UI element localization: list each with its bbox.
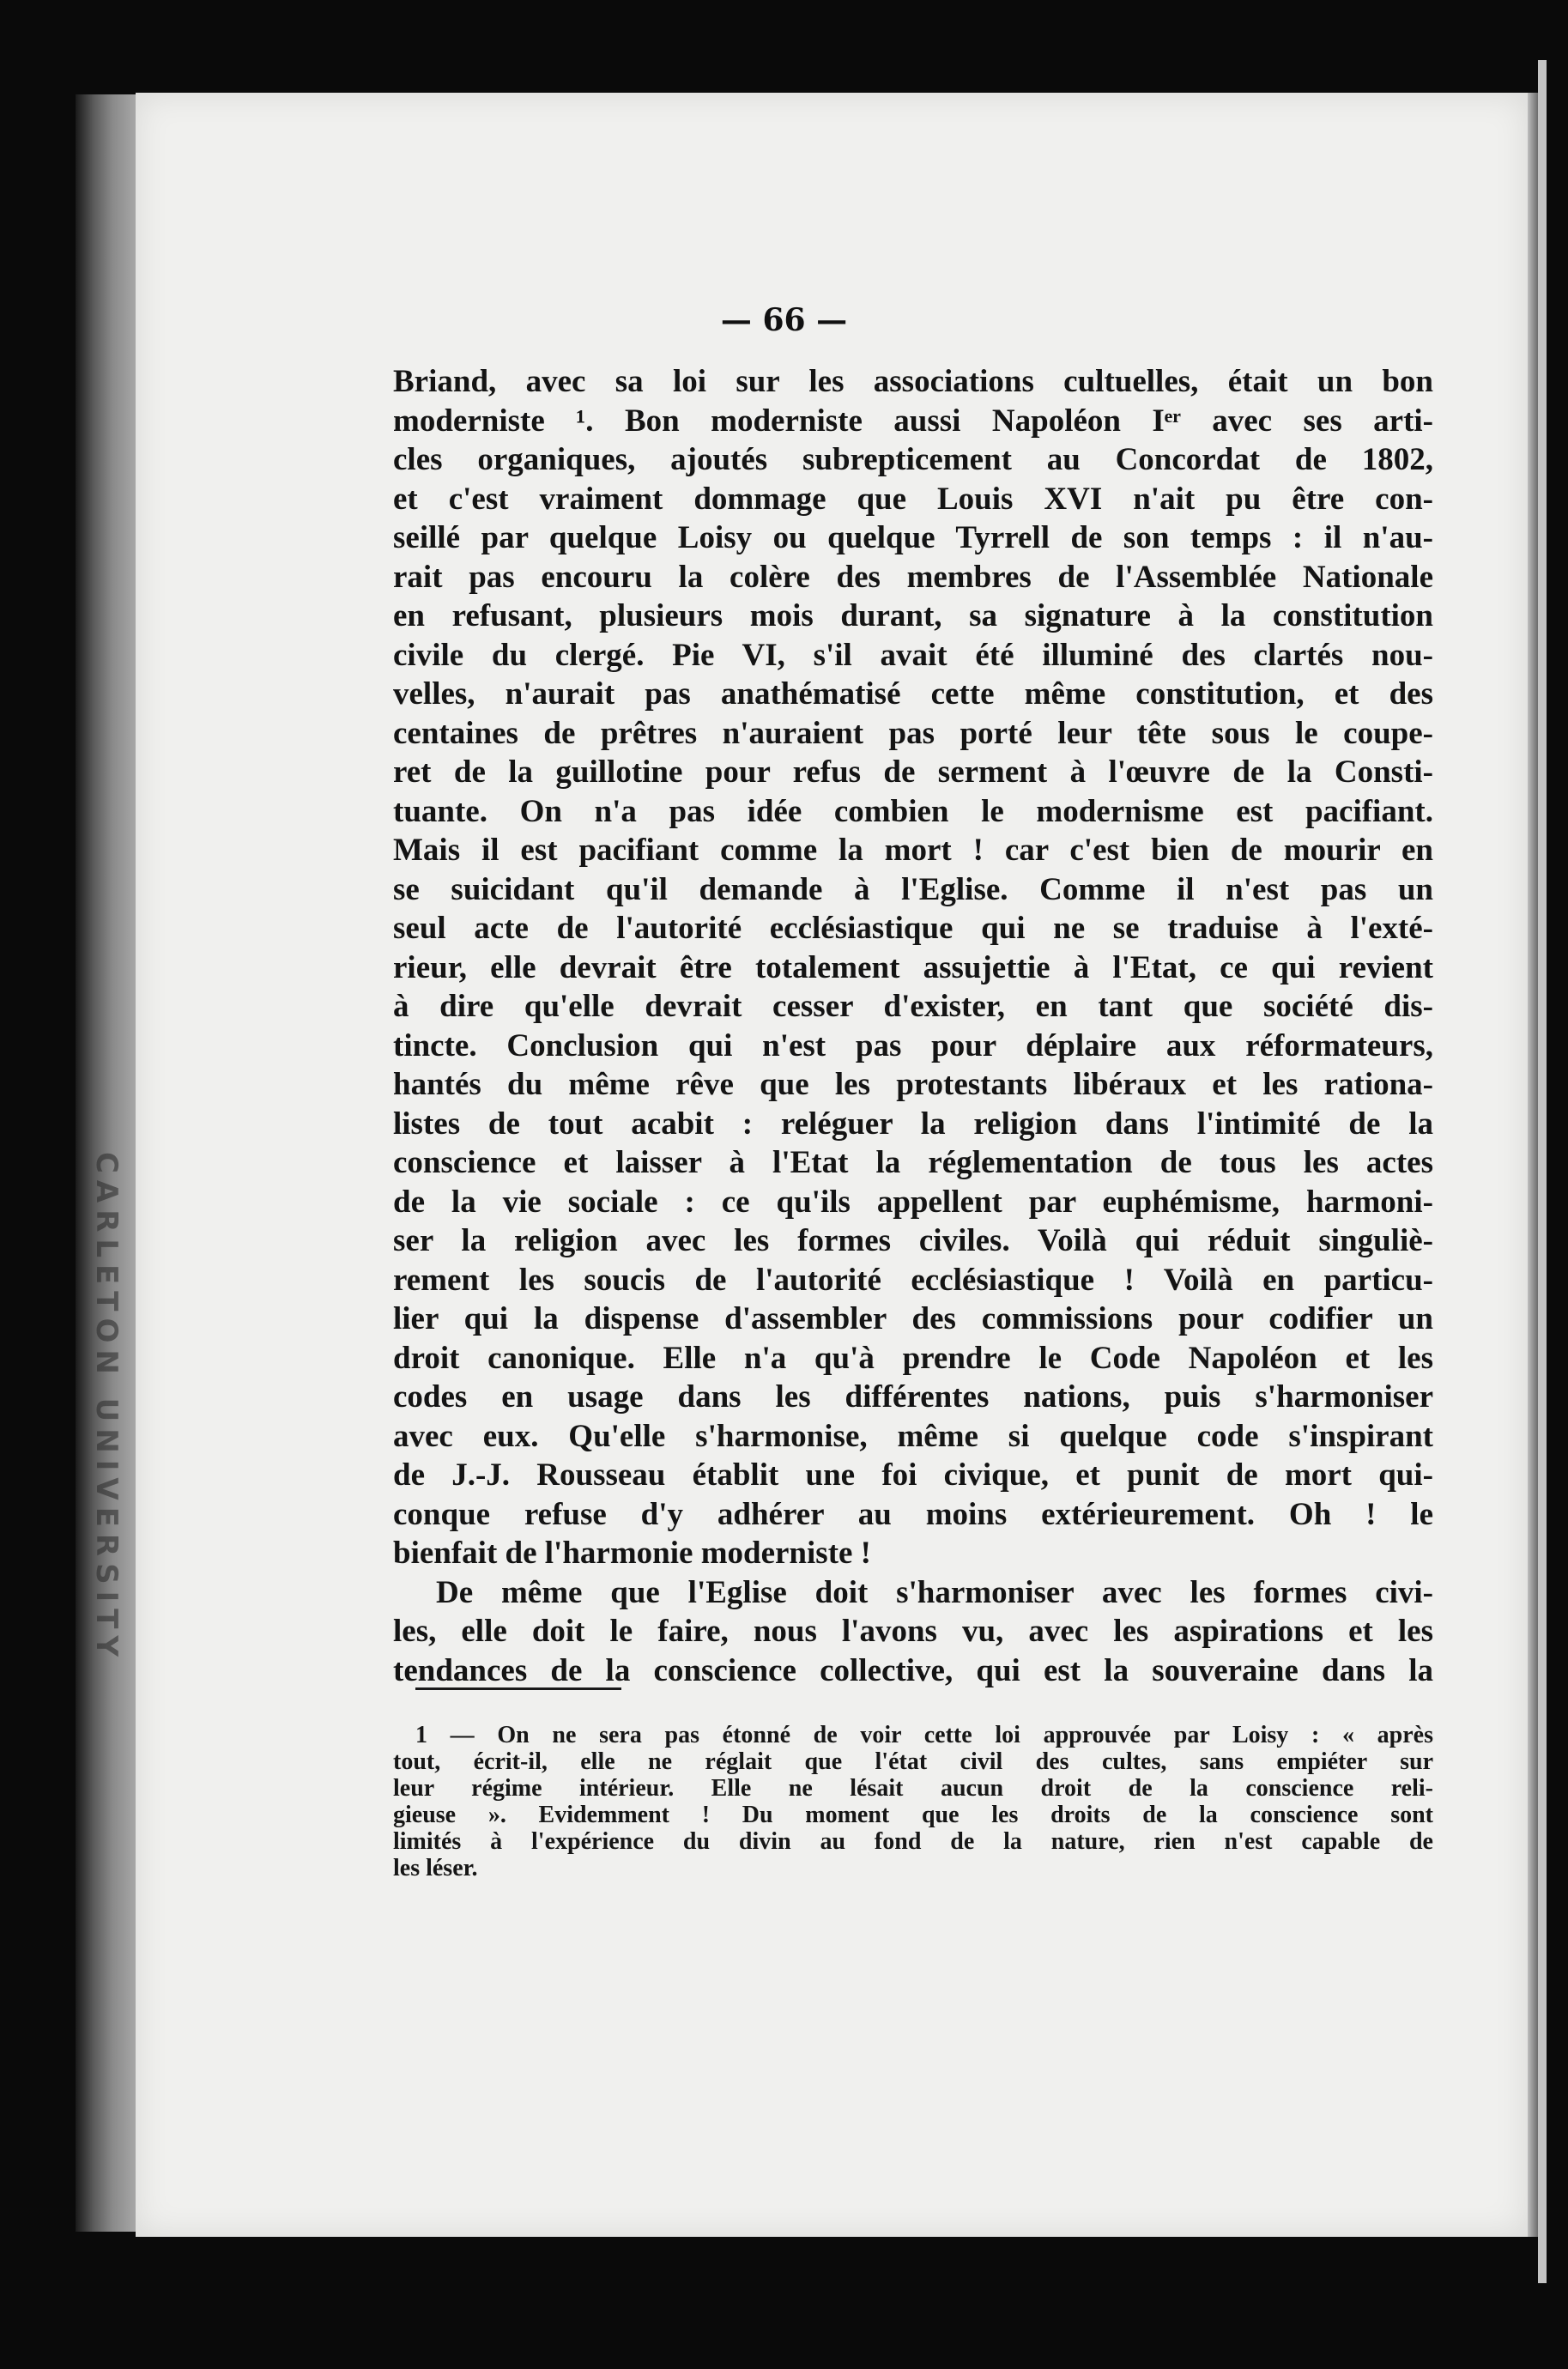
footnote (393, 1722, 1433, 1881)
body-line: cles organiques, ajoutés subrepticement au Concordat de 1802, (393, 442, 1433, 477)
body-line: tendances de la conscience collective, qui est la souveraine dans la (393, 1652, 1433, 1688)
footnote-line: tout, écrit-il, elle ne réglait que l'état civil des cultes, sans empiéter sur (393, 1748, 1433, 1775)
body-line: centaines de prêtres n'auraient pas porté leur tête sous le coupe- (393, 715, 1433, 751)
footnote-line: leur régime intérieur. Elle ne lésait aucun droit de la conscience reli- (393, 1775, 1433, 1802)
body-line: de J.-J. Rousseau établit une foi civique, et punit de mort qui- (393, 1457, 1433, 1493)
footnote-line: les léser. (393, 1855, 478, 1881)
body-line: moderniste ¹. Bon moderniste aussi Napoléon Iᵉʳ avec ses arti- (393, 403, 1433, 439)
body-line: de la vie sociale : ce qu'ils appellent par euphémisme, harmoni- (393, 1184, 1433, 1220)
body-line: avec eux. Qu'elle s'harmonise, même si quelque code s'inspirant (393, 1418, 1433, 1454)
body-line: à dire qu'elle devrait cesser d'exister, en tant que société dis- (393, 989, 1433, 1024)
body-line: bienfait de l'harmonie moderniste ! (393, 1536, 872, 1571)
body-line: les, elle doit le faire, nous l'avons vu, avec les aspirations et les (393, 1614, 1433, 1649)
body-text (393, 362, 1433, 1690)
footnote-line: 1 — On ne sera pas étonné de voir cette loi approuvée par Loisy : « après (415, 1722, 1433, 1748)
body-line: conque refuse d'y adhérer au moins extérieurement. Oh ! le (393, 1496, 1433, 1532)
body-line: listes de tout acabit : reléguer la religion dans l'intimité de la (393, 1106, 1433, 1142)
body-line: droit canonique. Elle n'a qu'à prendre le Code Napoléon et les (393, 1340, 1433, 1376)
body-line: ret de la guillotine pour refus de serment à l'œuvre de la Consti- (393, 754, 1433, 790)
page-edge (1528, 93, 1538, 2237)
footnote-line: limités à l'expérience du divin au fond de la nature, rien n'est capable de (393, 1828, 1433, 1855)
footnote-divider (415, 1687, 621, 1690)
body-line: velles, n'aurait pas anathématisé cette même constitution, et des (393, 676, 1433, 712)
body-line: et c'est vraiment dommage que Louis XVI n'ait pu être con- (393, 481, 1433, 517)
library-stamp (82, 1082, 130, 1734)
body-line: ser la religion avec les formes civiles. Voilà qui réduit singuliè- (393, 1223, 1433, 1258)
body-line: civile du clergé. Pie VI, s'il avait été illuminé des clartés nou- (393, 637, 1433, 673)
body-line: rait pas encouru la colère des membres de l'Assemblée Nationale (393, 559, 1433, 595)
body-line: Mais il est pacifiant comme la mort ! car c'est bien de mourir en (393, 833, 1433, 868)
body-line: en refusant, plusieurs mois durant, sa signature à la constitution (393, 598, 1433, 633)
scan-border (1538, 60, 1547, 2283)
footnote-line: gieuse ». Evidemment ! Du moment que les droits de la conscience sont (393, 1802, 1433, 1828)
body-line: Briand, avec sa loi sur les associations cultuelles, était un bon (393, 364, 1433, 399)
body-line: seillé par quelque Loisy ou quelque Tyrrell de son temps : il n'au- (393, 520, 1433, 555)
body-line: se suicidant qu'il demande à l'Eglise. Comme il n'est pas un (393, 871, 1433, 907)
body-line: rement les soucis de l'autorité ecclésiastique ! Voilà en particu- (393, 1262, 1433, 1298)
library-stamp-text: CARLETON UNIVERSITY (89, 1151, 124, 1664)
body-line: codes en usage dans les différentes nations, puis s'harmoniser (393, 1379, 1433, 1415)
body-line: rieur, elle devrait être totalement assujettie à l'Etat, ce qui revient (393, 949, 1433, 985)
body-line: lier qui la dispense d'assembler des commissions pour codifier un (393, 1301, 1433, 1336)
body-line: De même que l'Eglise doit s'harmoniser avec les formes civi- (436, 1574, 1433, 1610)
body-line: hantés du même rêve que les protestants libéraux et les rationa- (393, 1067, 1433, 1102)
body-line: conscience et laisser à l'Etat la réglementation de tous les actes (393, 1145, 1433, 1180)
page-number: — 66 — (720, 302, 848, 338)
body-line: seul acte de l'autorité ecclésiastique qui ne se traduise à l'exté- (393, 911, 1433, 946)
body-line: tuante. On n'a pas idée combien le modernisme est pacifiant. (393, 793, 1433, 829)
body-line: tincte. Conclusion qui n'est pas pour déplaire aux réformateurs, (393, 1027, 1433, 1063)
